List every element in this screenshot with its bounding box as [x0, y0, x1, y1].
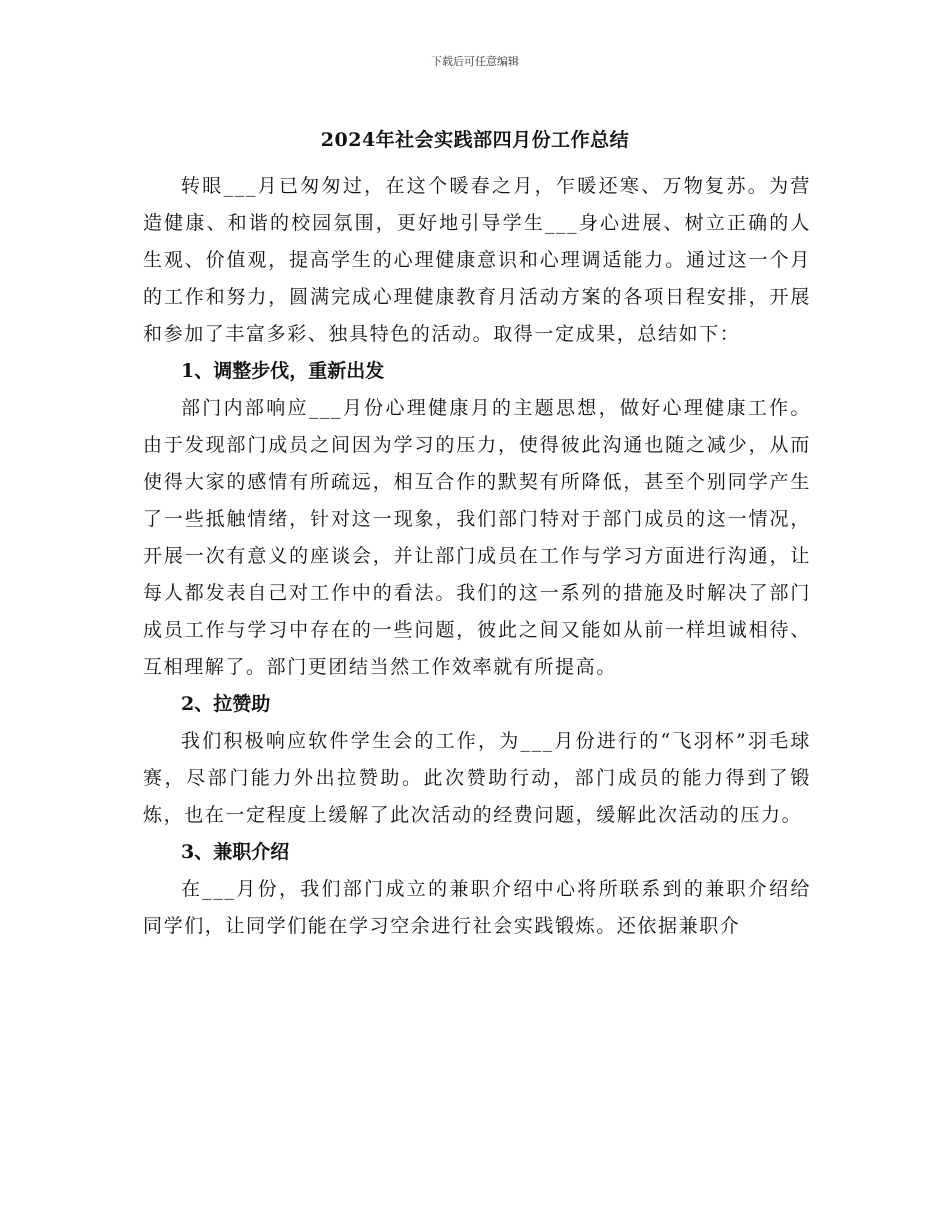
- section-paragraph-2: 我们积极响应软件学生会的工作，为___月份进行的“飞羽杯”羽毛球赛，尽部门能力外出拉赞助。此次赞助行动，部门成员的能力得到了锻炼，也在一定程度上缓解了此次活动的经费问题，缓解此次活动的压力。: [143, 730, 811, 826]
- intro-paragraph: 转眼___月已匆匆过，在这个暖春之月，乍暖还寒、万物复苏。为营造健康、和谐的校园氛围，更好地引导学生___身心进展、树立正确的人生观、价值观，提高学生的心理健康意识和心理调适能力。通过这一个月的工作和努力，圆满完成心理健康教育月活动方案的各项日程安排，开展和参加了丰富多彩、独具特色的活动。取得一定成果，总结如下：: [143, 175, 811, 345]
- section-paragraph-1: 部门内部响应___月份心理健康月的主题思想，做好心理健康工作。由于发现部门成员之间因为学习的压力，使得彼此沟通也随之减少，从而使得大家的感情有所疏远，相互合作的默契有所降低，甚至个别同学产生了一些抵触情绪，针对这一现象，我们部门特对于部门成员的这一情况，开展一次有意义的座谈会，并让部门成员在工作与学习方面进行沟通，让每人都发表自己对工作中的看法。我们的这一系列的措施及时解决了部门成员工作与学习中存在的一些问题，彼此之间又能如从前一样坦诚相待、互相理解了。部门更团结当然工作效率就有所提高。: [143, 397, 811, 678]
- section-heading-1: 1、调整步伐，重新出发: [181, 360, 385, 382]
- section-heading-2: 2、拉赞助: [181, 693, 271, 715]
- document-body: [143, 168, 811, 945]
- document-title: 2024年社会实践部四月份工作总结: [320, 129, 630, 151]
- section-heading-3: 3、兼职介绍: [181, 841, 290, 863]
- header-note: 下载后可任意编辑: [431, 55, 519, 68]
- section-paragraph-3: 在___月份，我们部门成立的兼职介绍中心将所联系到的兼职介绍给同学们，让同学们能在学习空余进行社会实践锻炼。还依据兼职介: [143, 878, 811, 937]
